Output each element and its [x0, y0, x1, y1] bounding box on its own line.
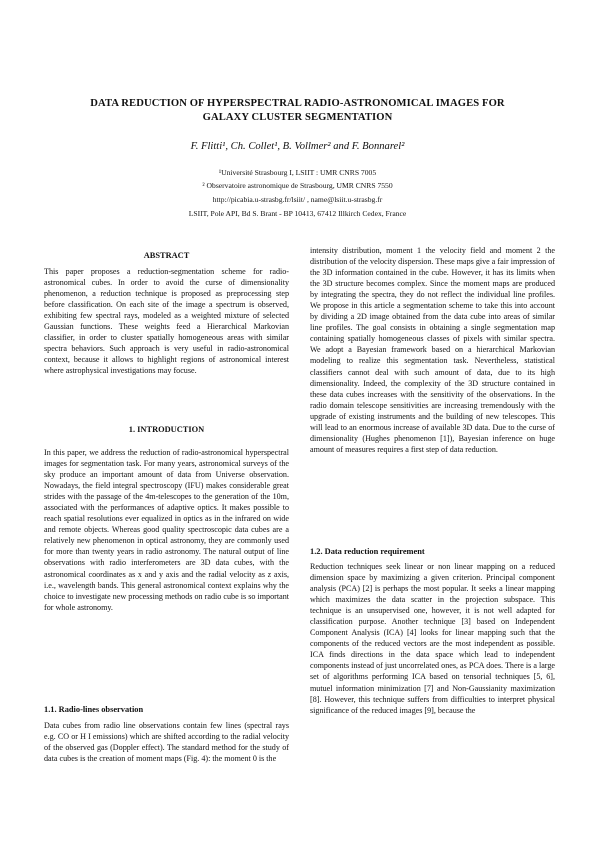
- introduction-paragraph: In this paper, we address the reduction of radio-astronomical hyperspectral images for segmentation task. For many years, astronomical surveys of the sky produce an important amount of data from Universe observation. Nowadays, the field integral spectroscopy (IFU) makes considerable great strides with the passage of the 4m-telescopes to the generation of the 10m, associated with the performances of adaptive optics. It makes possible to reach spatial resolutions ever equalized in optics as in the infrared on wide and remote objects. Whereas good quality spectroscopic data cubes are a relatively new phenomenon in optical astronomy, they are commonly used for more than twenty years in radio astronomy. The natural output of line observations with radio interferometers are 3D data cubes, with the astronomical coordinates as x and y axis and the radial velocity as z axis, i.e., wavelength bands. This general astronomical context explains why the choice to investigate new processing methods on radio cube is so important for whole astronomy.: [44, 448, 289, 612]
- introduction-heading: 1. INTRODUCTION: [128, 425, 205, 434]
- author-list: F. Flitti¹, Ch. Collet¹, B. Vollmer² and F. Bonnarel²: [190, 141, 405, 152]
- data-reduction-text: [310, 561, 555, 716]
- title-line-2: GALAXY CLUSTER SEGMENTATION: [202, 111, 393, 123]
- abstract-text: [44, 266, 289, 376]
- affiliation-address: LSIIT, Pole API, Bd S. Brant - BP 10413, 67412 Illkirch Cedex, France: [188, 209, 407, 218]
- introduction-text: [44, 447, 289, 613]
- title-line-1: DATA REDUCTION OF HYPERSPECTRAL RADIO-ASTRONOMICAL IMAGES FOR: [90, 98, 505, 109]
- paper-title: [40, 97, 555, 124]
- right-column-paragraph: intensity distribution, moment 1 the velocity field and moment 2 the distribution of the velocity dispersion. These maps give a fair impression of the 3D information contained in the cube. However, it has its limits when the 3D structure becomes complex. Since the moment maps are produced by integrating the spectra, they do not reflect the individual line profiles. We propose in this article a segmentation scheme to take this into account by dividing a 2D image obtained from the data cube into areas of similar line profiles. The goal consists in obtaining a single segmentation map containing spatially homogeneous classes of pixels with similar spectra. We adopt a Bayesian framework based on a hierarchical Markovian modeling to realize this segmentation task. Nevertheless, statistical classifiers cannot deal with such amount of data, due to its high dimensionality. Indeed, the complexity of the 3D structure contained in these data cubes increases with the sensitivity of the observations. In the radio domain telescope sensitivities are increasing tremendously with the upgrade of existing instruments and the building of new telescopes. This will lead to an enormous increase of available 3D data. Due to the curse of dimensionality (Hughes phenomenon [1]), Bayesian inference on huge amount of measures requires a first step of data reduction.: [310, 246, 555, 454]
- data-reduction-paragraph: Reduction techniques seek linear or non linear mapping on a reduced dimension space by maximizing a given criterion. Principal component analysis (PCA) [2] is perhaps the most popular. It seeks a linear mapping which maximizes the data scatter in the projection subspace. This technique is an unsupervised one, however, it is not well adapted for classification purpose. Another technique [3] based on Independent Component Analysis (ICA) [4] looks for linear mapping such that the components of the reduced vectors are the most independent as possible. ICA finds directions in the data space which lead to independent components instead of just uncorrelated ones, as PCA does. There is a large set of algorithms performing ICA based on tensorial techniques [5, 6], mutuel information minimization [7] and Non-Gaussianity maximization [8]. However, this technique suffers from difficulties to interpret physical significance of the reduced images [9], because the: [310, 562, 555, 715]
- affiliation-2: ² Observatoire astronomique de Strasbourg, UMR CNRS 7550: [202, 181, 393, 190]
- right-column-text: [310, 245, 555, 455]
- radio-lines-heading: 1.1. Radio-lines observation: [44, 705, 144, 714]
- affiliation-1: ¹Université Strasbourg I, LSIIT : UMR CNRS 7005: [218, 168, 377, 177]
- abstract-paragraph: This paper proposes a reduction-segmentation scheme for radio-astronomical cubes. In order to avoid the curse of dimensionality phenomenon, a reduction technique is proposed as preprocessing step before classification. On each site of the image a spectrum is observed, exhibiting few spectral rays, modeled as a weighted mixture of selected Gaussian functions. These weights feed a Hierarchical Markovian classifier, in order to cluster spatially homogeneous areas with similar spectra behaviors. Such approach is very useful in radio-astronomical context, because it allows to highlight regions of astronomical interest where astrophysical investigations may focuse.: [44, 267, 289, 376]
- abstract-heading: ABSTRACT: [143, 251, 190, 260]
- radio-lines-text: [44, 720, 289, 764]
- affiliation-url: http://picabia.u-strasbg.fr/lsiit/ , name@lsiit.u-strasbg.fr: [212, 195, 383, 204]
- data-reduction-heading: 1.2. Data reduction requirement: [310, 547, 425, 556]
- radio-lines-paragraph: Data cubes from radio line observations contain few lines (spectral rays e.g. CO or H I emissions) which are shifted according to the radial velocity of the observed gas (Doppler effect). The standard method for the study of data cubes is the creation of moment maps (Fig. 4): the moment 0 is the: [44, 721, 289, 764]
